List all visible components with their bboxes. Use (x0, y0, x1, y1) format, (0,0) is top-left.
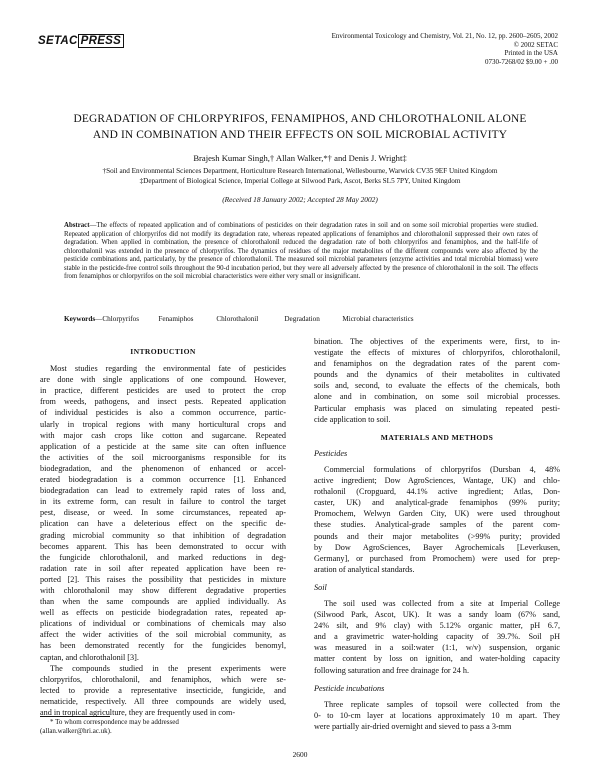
text-line: affect the wider activities of the soil microbial community, as (40, 630, 286, 640)
text-line: cide application to soil. (314, 414, 391, 424)
publisher-logo (38, 34, 124, 48)
keyword: Fenamiphos (158, 315, 194, 323)
title-line-1: DEGRADATION OF CHLORPYRIFOS, FENAMIPHOS, AND CHLOROTHALONIL ALONE (73, 113, 527, 125)
text-line: was measured in a soil:water (1:1, w/v) suspension, organic (314, 643, 560, 653)
text-line: bination. The objectives of the experiments were, first, to in- (314, 337, 560, 346)
left-column (40, 346, 286, 718)
text-line: Commercial formulations of chlorpyrifos (Dursban 4, 48% (324, 464, 560, 474)
journal-copyright: © 2002 SETAC (513, 40, 558, 49)
received-dates: (Received 18 January 2002; Accepted 28 May 2002) (222, 195, 378, 204)
journal-printed: Printed in the USA (504, 49, 558, 58)
keyword: Chlorothalonil (216, 315, 259, 323)
text-line: aration of analytical standards. (314, 564, 415, 574)
soil-paragraph (314, 598, 560, 676)
text-line: in practice, different pesticides are used to protect the crop (40, 386, 286, 396)
text-line: The compounds studied in the present experiments were (50, 663, 286, 673)
text-line: (Silwood Park, Ascot, UK). It was a sandy loam (67% sand, (314, 610, 560, 620)
text-line: these studies. Analytical-grade samples of the parent com- (314, 520, 560, 530)
intro-paragraph-1 (40, 363, 286, 663)
footnote-rule (40, 716, 110, 717)
text-line: caster, UK) and analytical-grade fenamiphos (99% purity; (314, 498, 560, 508)
text-line: matter content by loss on ignition, and water-holding capacity (314, 654, 560, 664)
text-line: rothalonil (Cropguard, 44.1% active ingredient; Atlas, Don- (314, 487, 560, 497)
text-line: with major cash crops like cotton and sugarcane. Repeated (40, 430, 286, 440)
footnote (40, 718, 286, 736)
keyword: Degradation (284, 315, 320, 323)
keyword: Chlorpyrifos (102, 315, 140, 323)
text-line: biodegradation can lead to extremely rapid rates of loss and, (40, 486, 286, 496)
pesticides-paragraph (314, 464, 560, 575)
section-heading-methods: MATERIALS AND METHODS (380, 432, 494, 442)
text-line: ported [2]. This raises the possibility that pesticides in mixture (40, 574, 286, 584)
keywords: Keywords—Chlorpyrifos Fenamiphos Chlorothalonil Degradation Microbial characteristics (64, 315, 414, 323)
page-number: 2600 (292, 750, 308, 759)
text-line: 0- to 10-cm layer at locations approximately 10 m apart. They (314, 710, 560, 720)
abstract-label: Abstract (64, 222, 90, 229)
journal-citation: Environmental Toxicology and Chemistry, Vol. 21, No. 12, pp. 2600–2605, 2002 (331, 32, 558, 40)
text-line: ularly in tropical regions with many horticultural crops and (40, 419, 286, 429)
text-line: and in tropical agriculture, they are frequently used in com- (40, 708, 236, 717)
text-line: of individual pesticides is also a common occurrence, partic- (40, 408, 286, 418)
text-line: biodegradation, and the phenomenon of enhanced or accel- (40, 463, 286, 473)
text-line: lected to provide a representative insecticide, fungicide, and (40, 685, 286, 695)
abstract-text: —The effects of repeated application and of combinations of pesticides on their degradation rates in soil and on some soil microbial properties were studied. Repeated application of chlorpyrifos did not modify its degradation rate, whereas repeated applications of fenamiphos and chlorothalonil suppressed their own rates of degradation. When applied in combination, the presence of chlorothalonil reduced the degradation rate of both chlorpyrifos and fenamiphos, and the half-life of chlorothalonil was extended in the presence of chlorpyrifos. The dynamics of residues of the major metabolites of the different compounds were also affected by the pesticide combinations and, particularly, by the presence of chlorothalonil. The measured soil microbial parameters (enzyme activities and total microbial biomass) were stable in the pesticide-free control soils throughout the 90-d incubation period, but they were all adversely affected by the presence of chlorothalonil in the soil. The effects from fenamiphos or chlorpyrifos on the soil microbial characteristics were either very small or insignificant. (64, 222, 538, 281)
text-line: soils and, second, to evaluate the effects of the chemicals, both (314, 381, 560, 391)
text-line: and a gravimetric water-holding capacity of 39.7%. Soil pH (314, 632, 560, 642)
text-line: Particular emphasis was placed on simulating repeated pesti- (314, 403, 560, 413)
right-column (314, 336, 560, 732)
text-line: following saturation and free drainage for 24 h. (314, 665, 470, 675)
text-line: Most studies regarding the environmental fate of pesticides (50, 364, 286, 374)
title-line-2: AND IN COMBINATION AND THEIR EFFECTS ON SOIL MICROBIAL ACTIVITY (92, 129, 508, 141)
intro-paragraph-2 (40, 663, 286, 718)
text-line: pounds and their major metabolites (>99% purity; provided (314, 531, 560, 541)
incubations-paragraph (314, 699, 560, 732)
text-line: chlorpyrifos, chlorothalonil, and fenamiphos, which were se- (40, 674, 286, 684)
text-line: plications of individual or combinations of chemicals may also (40, 619, 286, 629)
text-line: nematicide, respectively. All three compounds are widely used, (40, 696, 286, 706)
text-line: and fenamiphos on the degradation rates of the parent com- (314, 359, 560, 369)
text-line: becomes apparent. This has been demonstrated to occur with (40, 541, 286, 551)
text-line: were partially air-dried overnight and sieved to pass a 3-mm (314, 721, 512, 731)
journal-issn: 0730-7268/02 $9.00 + .00 (485, 57, 558, 66)
text-line: than when the same compounds are applied individually. As (40, 597, 286, 607)
text-line: vestigate the effects of mixtures of chlorpyrifos, chlorothalonil, (314, 348, 560, 358)
text-line: erated biodegradation is a common occurrence [1]. Enhanced (40, 475, 286, 485)
text-line: the fungicide chlorothalonil, and marked reductions in deg- (40, 552, 286, 562)
text-line: Germany], or purchased from Promochem) were used for prep- (314, 553, 560, 563)
subheading-pesticides: Pesticides (314, 448, 348, 458)
text-line: captan, and chlorothalonil [3]. (40, 652, 139, 662)
text-line: Three replicate samples of topsoil were collected from the (324, 699, 560, 709)
text-line: are done with single applications of one compound. However, (40, 375, 286, 385)
subheading-soil: Soil (314, 582, 327, 592)
keywords-label: Keywords (64, 315, 96, 323)
journal-header (278, 32, 558, 66)
text-line: by Dow AgroSciences, Bayer Agrochemicals [Leverkusen, (314, 542, 560, 552)
logo-setac: SETAC (38, 35, 78, 47)
affiliation-1: †Soil and Environmental Sciences Department, Horticulture Research International, Wellesbourne, Warwick CV35 9EF United Kingdom (102, 167, 498, 175)
text-line: the activities of the soil microorganisms responsible for its (40, 452, 286, 462)
text-line: has been demonstrated recently for the fungicides benomyl, (40, 641, 286, 651)
text-line: plication can have a deleterious effect on the specific de- (40, 519, 286, 529)
text-line: with chlorothalonil may show different degradative properties (40, 585, 286, 595)
text-line: radation rate in soil after repeated application have been re- (40, 563, 286, 573)
intro-continued (314, 336, 560, 425)
text-line: 24% silt, and 9% clay) with 5.12% organic matter, pH 6.7, (314, 621, 560, 631)
text-line: alone and in combination, on some soil microbial processes. (314, 392, 560, 402)
footnote-line-1: * To whom correspondence may be addressed (50, 718, 179, 726)
logo-press: PRESS (78, 34, 125, 48)
text-line: in its extreme form, can result in failure to control the target (40, 497, 286, 507)
abstract (64, 222, 538, 282)
footnote-line-2: (allan.walker@hri.ac.uk). (40, 727, 112, 735)
affiliation-2: ‡Department of Biological Science, Imperial College at Silwood Park, Ascot, Berks SL5 7PY, United Kingdom (139, 177, 461, 185)
text-line: well as effects on pesticide biodegradation rates, repeated ap- (40, 608, 286, 618)
keyword: Microbial characteristics (342, 315, 414, 323)
author-list: Brajesh Kumar Singh,† Allan Walker,*† and Denis J. Wright‡ (193, 153, 407, 163)
text-line: pest, disease, or weed. In some circumstances, repeated ap- (40, 508, 286, 518)
text-line: Promochem, Welwyn Garden City, UK) were used throughout (314, 509, 560, 519)
subheading-pesticide-incubations: Pesticide incubations (314, 683, 385, 693)
text-line: active ingredient; Dow AgroSciences, Wantage, UK) and chlo- (314, 476, 560, 486)
section-heading-introduction: INTRODUCTION (130, 347, 196, 356)
article-title (40, 111, 560, 143)
text-line: grading microbial community so that inhibition of degradation (40, 530, 286, 540)
text-line: pounds and the dynamics of their metabolites in cultivated (314, 370, 560, 380)
text-line: from weeds, pathogens, and insect pests. Repeated application (40, 397, 286, 407)
text-line: application of a pesticide at the same site can often influence (40, 441, 286, 451)
text-line: The soil used was collected from a site at Imperial College (324, 598, 560, 608)
